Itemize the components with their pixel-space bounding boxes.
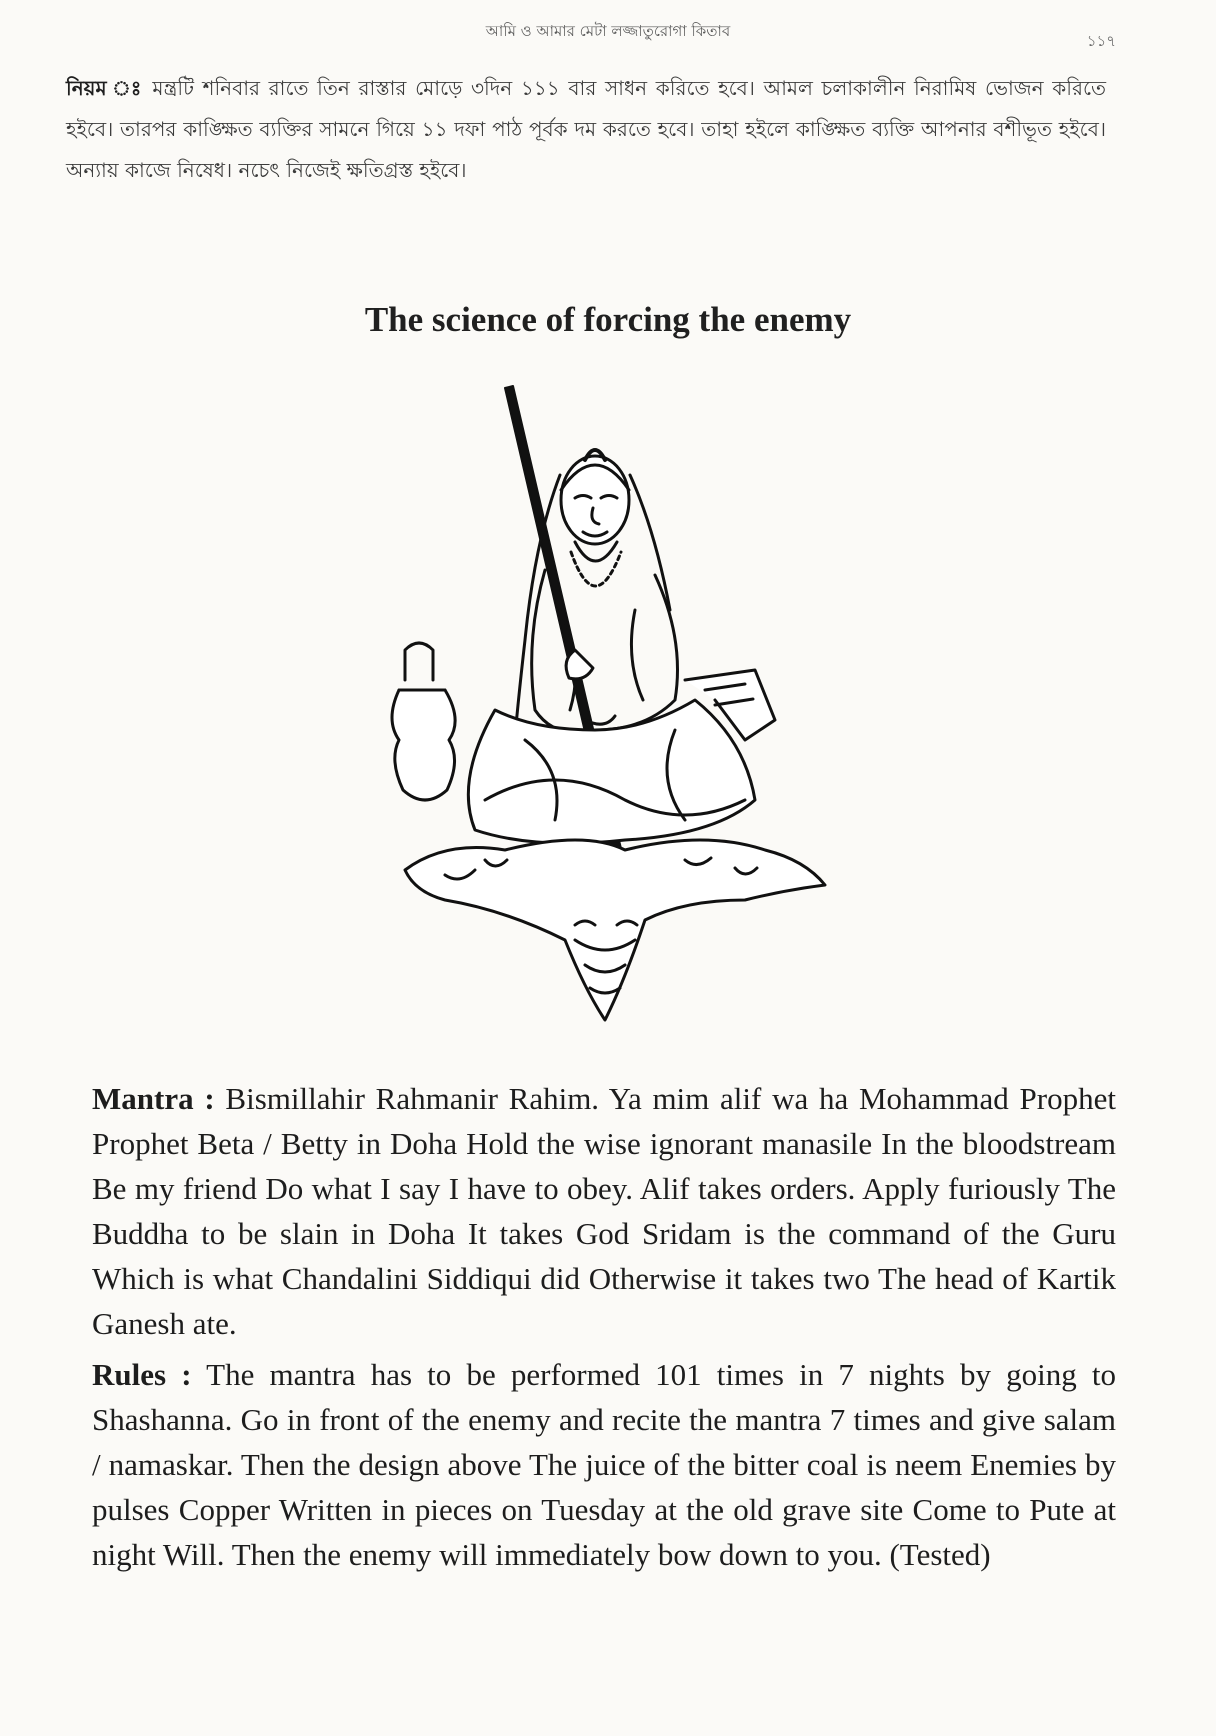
page-number: ১১৭ [1086,32,1116,50]
bengali-rule-label: নিয়ম ঃ [66,76,144,100]
running-header: আমি ও আমার মেটা লজ্জাতুরোগা কিতাব [485,22,731,40]
rules-label: Rules : [92,1357,192,1392]
rules-paragraph [92,1352,1116,1577]
rules-text: The mantra has to be performed 101 times in 7 nights by going to Shashanna. Go in front of the enemy and recite the mantra 7 times and give salam / namaskar. Then the design above The juice of the bitter coal is neem Enemies by pulses Copper Written in pieces on Tuesday at the old grave site Come to Pute at night Will. Then the enemy will immediately bow down to you. (Tested) [92,1357,1116,1572]
bengali-rule-paragraph [66,68,1106,191]
mantra-label: Mantra : [92,1081,215,1116]
section-title: The science of forcing the enemy [364,300,852,339]
seated-sage-icon [385,380,845,1040]
bengali-rule-text: মন্ত্রটি শনিবার রাতে তিন রাস্তার মোড়ে ৩দিন ১১১ বার সাধন করিতে হবে। আমল চলাকালীন নিরামিষ ভোজন করিতে হইবে। তারপর কাঙ্ক্ষিত ব্যক্তির সামনে গিয়ে ১১ দফা পাঠ পূর্বক দম করতে হবে। তাহা হইলে কাঙ্ক্ষিত ব্যক্তি আপনার বশীভূত হইবে। অন্যায় কাজে নিষেধ। নচেৎ নিজেই ক্ষতিগ্রস্ত হইবে। [66,76,1106,182]
mantra-paragraph [92,1076,1116,1346]
mantra-text: Bismillahir Rahmanir Rahim. Ya mim alif wa ha Mohammad Prophet Prophet Beta / Betty in Doha Hold the wise ignorant manasile In the bloodstream Be my friend Do what I say I have to obey. Alif takes orders. Apply furiously The Buddha to be slain in Doha It takes God Sridam is the command of the Guru Which is what Chandalini Siddiqui did Otherwise it takes two The head of Kartik Ganesh ate. [92,1081,1116,1341]
sage-illustration [385,380,845,1040]
